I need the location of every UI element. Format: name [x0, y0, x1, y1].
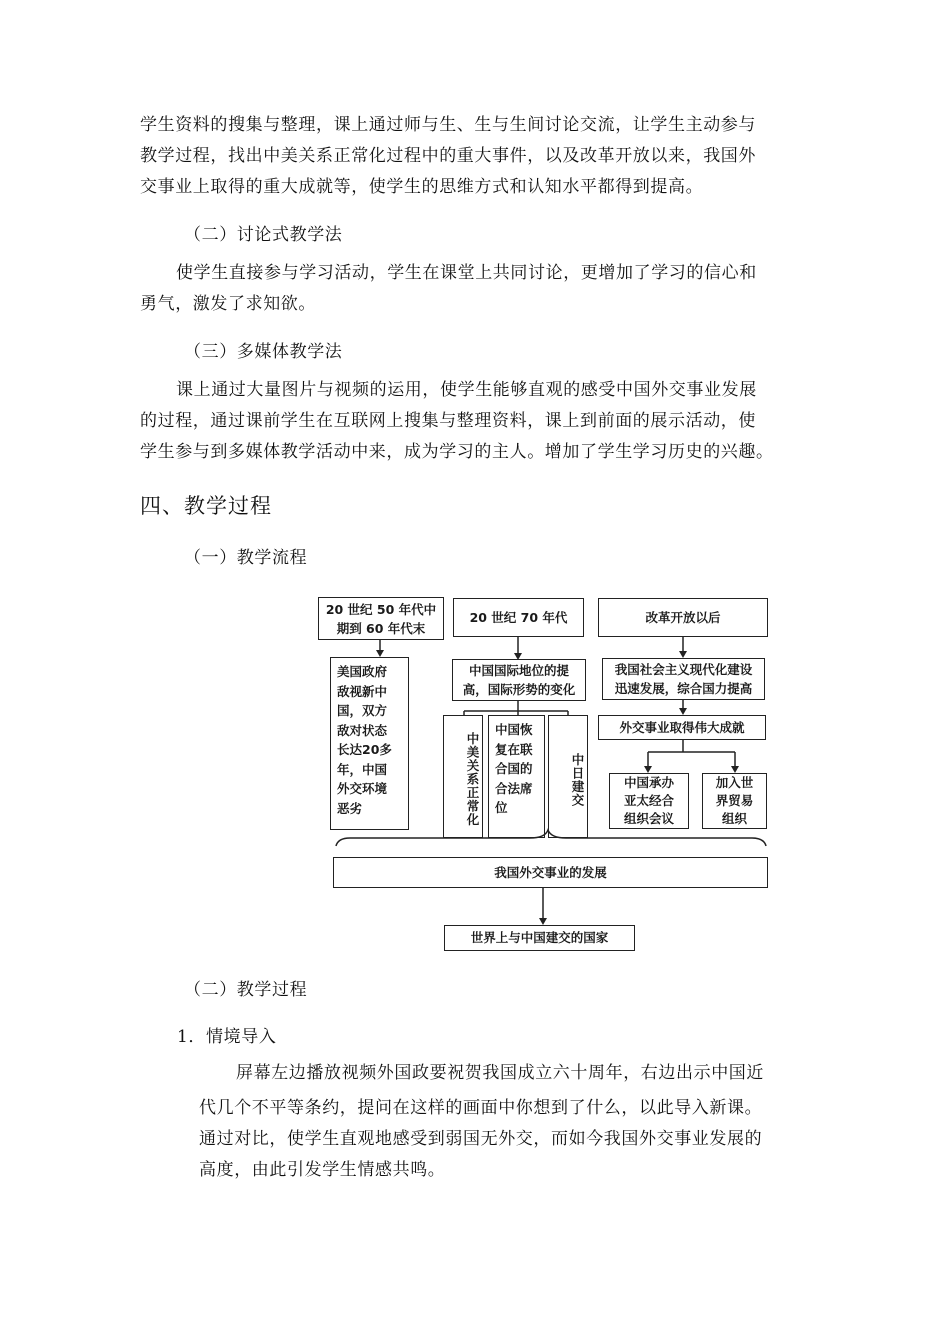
wto-line-2: 界贸易: [715, 793, 754, 808]
international-status-box: [452, 659, 586, 701]
hostile-line-6: 年，中国: [337, 761, 388, 777]
hostile-line-1: 美国政府: [337, 664, 388, 679]
modernization-box: [602, 658, 765, 700]
flow-heading: （一）教学流程: [184, 548, 308, 568]
modernization-line-1: 我国社会主义现代化建设: [614, 662, 753, 677]
un-seat-line-4: 合法席: [495, 780, 533, 796]
period-1950s-60s-line-2: 期到 60 年代末: [336, 620, 426, 636]
period-1950s-60s-line-1: 20 世纪 50 年代中: [325, 601, 437, 617]
international-status-line-1: 中国国际地位的提: [468, 663, 569, 678]
hostile-line-8: 恶劣: [337, 800, 363, 816]
international-status-line-2: 高，国际形势的变化: [462, 682, 576, 697]
sino-japan-relations-box: 中日建交: [548, 715, 588, 838]
process-line-1: 屏幕左边播放视频外国政要祝贺我国成立六十周年，右边出示中国近: [236, 1063, 764, 1083]
wto-line-1: 加入世: [715, 775, 754, 790]
period-1970s-box: 20 世纪 70 年代: [453, 598, 584, 637]
hostile-line-2: 敌视新中: [337, 683, 388, 699]
un-seat-line-2: 复在联: [495, 741, 533, 757]
multimedia-line-2: 的过程，通过课前学生在互联网上搜集与整理资料，课上到前面的展示活动，使: [140, 411, 756, 431]
process-line-3: 通过对比，使学生直观地感受到弱国无外交，而如今我国外交事业发展的: [199, 1129, 763, 1149]
un-seat-line-5: 位: [495, 800, 508, 815]
intro-line-1: 学生资料的搜集与整理，课上通过师与生、生与生间讨论交流，让学生主动参与: [140, 115, 756, 135]
process-line-2: 代几个不平等条约，提问在这样的画面中你想到了什么，以此导入新课。: [199, 1098, 763, 1118]
process-line-4: 高度，由此引发学生情感共鸣。: [199, 1160, 446, 1180]
wto-line-3: 组织: [721, 811, 747, 826]
un-seat-line-3: 合国的: [495, 761, 533, 776]
multimedia-heading: （三）多媒体教学法: [184, 342, 343, 362]
apec-line-1: 中国承办: [623, 775, 674, 790]
apec-line-3: 组织会议: [623, 811, 674, 826]
intro-line-3: 交事业上取得的重大成就等，使学生的思维方式和认知水平都得到提高。: [140, 177, 704, 197]
multimedia-line-1: 课上通过大量图片与视频的运用，使学生能够直观的感受中国外交事业发展: [176, 380, 757, 400]
hostile-line-4: 敌对状态: [337, 722, 388, 738]
apec-line-2: 亚太经合: [623, 793, 674, 808]
discussion-heading: （二）讨论式教学法: [184, 225, 343, 245]
hostile-line-5: 长达20多: [337, 742, 392, 757]
diplomatic-achievement-box: 外交事业取得伟大成就: [598, 715, 766, 740]
situation-intro-heading: 1．情境导入: [177, 1027, 277, 1047]
period-1950s-60s-box: [318, 597, 444, 640]
hostile-line-3: 国，双方: [337, 703, 388, 718]
apec-host-box: [609, 773, 689, 829]
sino-us-normalization-box: 中美关系正常化: [443, 715, 483, 838]
after-reform-box: 改革开放以后: [598, 598, 768, 637]
process-heading: （二）教学过程: [184, 980, 308, 1000]
diplomatic-countries-box: 世界上与中国建交的国家: [444, 925, 635, 951]
discussion-line-2: 勇气，激发了求知欲。: [140, 294, 316, 314]
hostile-line-7: 外交环境: [337, 781, 388, 796]
un-seat-line-1: 中国恢: [495, 722, 533, 737]
multimedia-line-3: 学生参与到多媒体教学活动中来，成为学习的主人。增加了学生学习历史的兴趣。: [140, 442, 774, 462]
foreign-affairs-development-box: 我国外交事业的发展: [333, 857, 768, 888]
hostile-environment-box: [330, 657, 409, 830]
wto-join-box: [702, 773, 767, 829]
intro-line-2: 教学过程，找出中美关系正常化过程中的重大事件，以及改革开放以来，我国外: [140, 146, 756, 166]
discussion-line-1: 使学生直接参与学习活动，学生在课堂上共同讨论，更增加了学习的信心和: [176, 263, 757, 283]
un-seat-restored-box: [488, 715, 545, 838]
modernization-line-2: 迅速发展，综合国力提高: [614, 681, 753, 696]
section-heading: 四、教学过程: [140, 494, 272, 518]
